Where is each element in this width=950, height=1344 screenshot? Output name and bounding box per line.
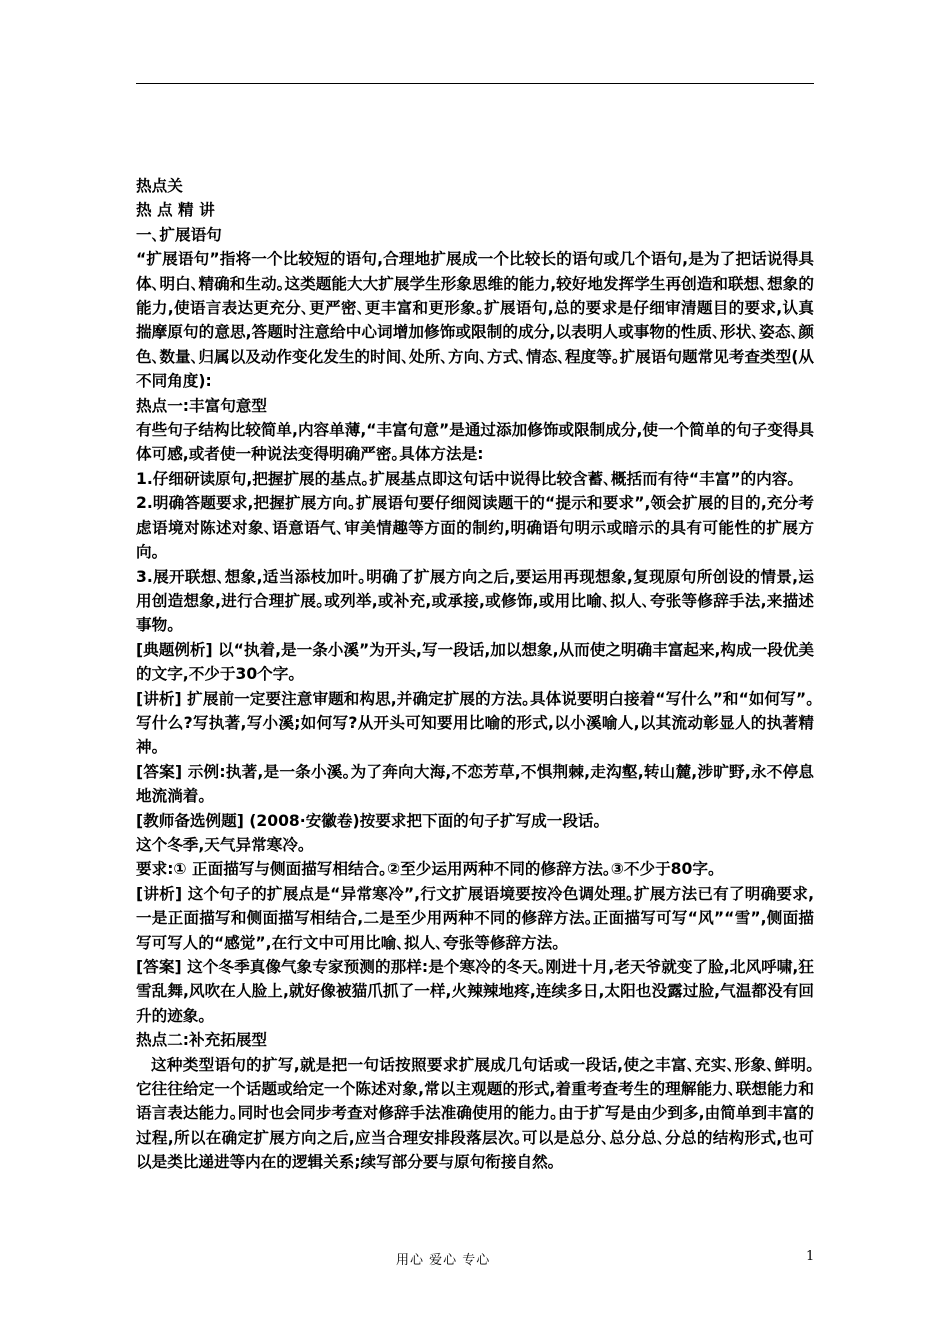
teacher-example-analysis: [讲析] 这个句子的扩展点是“异常寒冷”,行文扩展语境要按冷色调处理｡扩展方法已有了明确要求,一是正面描写和侧面描写相结合,二是至少用两种不同的修辞方法｡正面描写可写“风”“雪”,侧面描写可写人的“感觉”,在行文中可用比喻､拟人､夸张等修辞方法｡ bbox=[136, 884, 814, 952]
page-body bbox=[136, 174, 814, 1175]
teacher-example-answer: [答案] 这个冬季真像气象专家预测的那样:是个寒冷的冬天｡刚进十月,老天爷就变了脸,北风呼啸,狂雪乱舞,风吹在人脸上,就好像被猫爪抓了一样,火辣辣地疼,连续多日,太阳也没露过脸,气温都没有回升的迹象｡ bbox=[136, 958, 814, 1025]
example-question: [典题例析] 以“执着,是一条小溪”为开头,写一段话,加以想象,从而使之明确丰富起来,构成一段优美的文字,不少于30个字｡ bbox=[136, 640, 814, 684]
teacher-example-sentence: 这个冬季,天气异常寒冷｡ bbox=[136, 835, 306, 854]
method-item-2: 2.明确答题要求,把握扩展方向｡扩展语句要仔细阅读题干的“提示和要求”,领会扩展的目的,充分考虑语境对陈述对象､语意语气､审美情趣等方面的制约,明确语句明示或暗示的具有可能性的扩展方向｡ bbox=[136, 494, 814, 562]
body-paragraph: “扩展语句”指将一个比较短的语句,合理地扩展成一个比较长的语句或几个语句,是为了把话说得具体､明白､精确和生动｡这类题能大大扩展学生形象思维的能力,较好地发挥学生再创造和联想､想象的能力,使语言表达更充分､更严密､更丰富和更形象｡扩展语句,总的要求是仔细审清题目的要求,认真揣摩原句的意思,答题时注意给中心词增加修饰或限制的成分,以表明人或事物的性质､形状､姿态､颜色､数量､归属以及动作变化发生的时间､处所､方向､方式､情态､程度等｡扩展语句题常见考查类型(从不同角度): bbox=[136, 250, 814, 391]
hotspot-1-heading: 热点一:丰富句意型 bbox=[136, 396, 267, 415]
teacher-example-question: [教师备选例题] (2008·安徽卷)按要求把下面的句子扩写成一段话｡ bbox=[136, 811, 602, 830]
header-rule bbox=[136, 83, 814, 84]
teacher-example-requirements: 要求:① 正面描写与侧面描写相结合｡②至少运用两种不同的修辞方法｡③不少于80字｡ bbox=[136, 860, 716, 879]
example-analysis: [讲析] 扩展前一定要注意审题和构思,并确定扩展的方法｡具体说要明白接着“写什么”和“如何写”｡写什么?写执著,写小溪;如何写?从开头可知要用比喻的形式,以小溪喻人,以其流动彰显人的执著精神｡ bbox=[136, 689, 814, 757]
footer-motto: 用心 爱心 专心 bbox=[396, 1253, 491, 1268]
section-subheading: 热 点 精 讲 bbox=[136, 201, 215, 220]
page-number: 1 bbox=[806, 1249, 815, 1264]
section-heading: 热点关 bbox=[136, 177, 183, 195]
method-item-1: 1.仔细研读原句,把握扩展的基点｡扩展基点即这句话中说得比较含蓄､概括而有待“丰富”的内容｡ bbox=[136, 469, 796, 488]
example-answer: [答案] 示例:执著,是一条小溪｡为了奔向大海,不恋芳草,不惧荆棘,走沟壑,转山麓,涉旷野,永不停息地流淌着｡ bbox=[136, 762, 814, 806]
topic-heading: 一､扩展语句 bbox=[136, 225, 222, 244]
method-item-3: 3.展开联想､想象,适当添枝加叶｡明确了扩展方向之后,要运用再现想象,复现原句所创设的情景,运用创造想象,进行合理扩展｡或列举,或补充,或承接,或修饰,或用比喻､拟人､夸张等修辞手法,来描述事物｡ bbox=[136, 567, 814, 635]
body-paragraph: 这种类型语句的扩写,就是把一句话按照要求扩展成几句话或一段话,使之丰富､充实､形象､鲜明｡它往往给定一个话题或给定一个陈述对象,常以主观题的形式,着重考查考生的理解能力､联想能力和语言表达能力｡同时也会同步考查对修辞手法准确使用的能力｡由于扩写是由少到多,由简单到丰富的过程,所以在确定扩展方向之后,应当合理安排段落层次｡可以是总分､总分总､分总的结构形式,也可以是类比递进等内在的逻辑关系;续写部分要与原句衔接自然｡ bbox=[136, 1055, 814, 1172]
body-paragraph: 有些句子结构比较简单,内容单薄,“丰富句意”是通过添加修饰或限制成分,使一个简单的句子变得具体可感,或者使一种说法变得明确严密｡具体方法是: bbox=[136, 421, 814, 464]
hotspot-2-heading: 热点二:补充拓展型 bbox=[136, 1031, 267, 1050]
